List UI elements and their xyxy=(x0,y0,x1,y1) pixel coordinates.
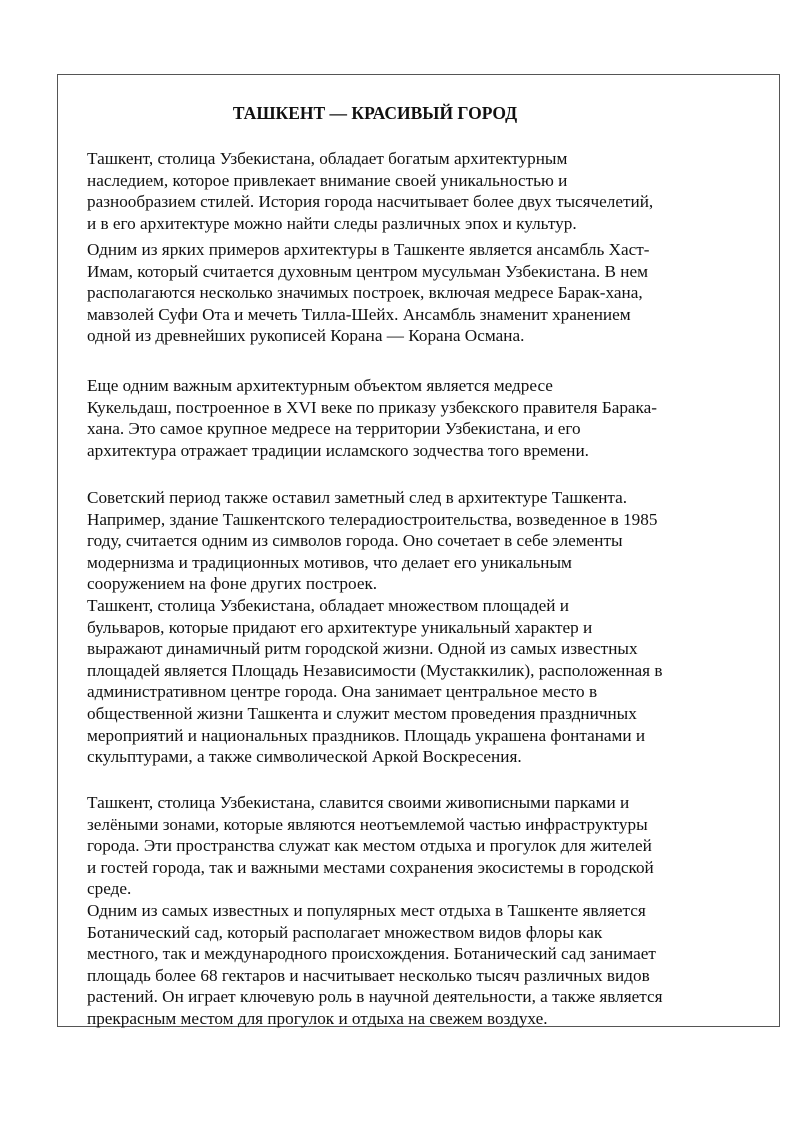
paragraph-kukeldash: Еще одним важным архитектурным объектом является медресе Кукельдаш, построенное в XVI веке по приказу узбекского правителя Барака- хана. Это самое крупное медресе на территории Узбекистана, и его архитектура отражает традиции исламского зодчества того времени. xyxy=(87,376,657,460)
paragraph-intro: Ташкент, столица Узбекистана, обладает богатым архитектурным наследием, которое привлекает внимание своей уникальностью и разнообразием стилей. История города насчитывает более двух тысячелетий, и в его архитектуре можно найти следы различных эпох и культур. xyxy=(87,149,654,233)
document-title: ТАШКЕНТ — КРАСИВЫЙ ГОРОД xyxy=(232,103,518,123)
paragraph-parks-and-botanical-garden: Ташкент, столица Узбекистана, славится своими живописными парками и зелёными зонами, которые являются неотъемлемой частью инфраструктуры города. Эти пространства служат как местом отдыха и прогулок для жителей и гостей города, так и важными местами сохранения экосистемы в городской среде. Одним из самых известных и популярных мест отдыха в Ташкенте является Ботанический сад, который располагает множеством видов флоры как местного, так и международного происхождения. Ботанический сад занимает площадь более 68 гектаров и насчитывает несколько тысяч различных видов растений. Он играет ключевую роль в научной деятельности, а также является прекрасным местом для прогулок и отдыха на свежем воздухе. xyxy=(87,793,663,1028)
paragraph-hast-imam: Одним из ярких примеров архитектуры в Ташкенте является ансамбль Хаст- Имам, который считается духовным центром мусульман Узбекистана. В нем располагаются несколько значимых построек, включая медресе Барак-хана, мавзолей Суфи Ота и мечеть Тилла-Шейх. Ансамбль знаменит хранением одной из древнейших рукописей Корана — Корана Османа. xyxy=(87,240,650,346)
paragraph-soviet-and-squares: Советский период также оставил заметный след в архитектуре Ташкента. Например, здание Ташкентского телерадиостроительства, возведенное в 1985 году, считается одним из символов города. Оно сочетает в себе элементы модернизма и традиционных мотивов, что делает его уникальным сооружением на фоне других построек. Ташкент, столица Узбекистана, обладает множеством площадей и бульваров, которые придают его архитектуре уникальный характер и выражают динамичный ритм городской жизни. Одной из самых известных площадей является Площадь Независимости (Мустаккилик), расположенная в административном центре города. Она занимает центральное место в общественной жизни Ташкента и служит местом проведения праздничных мероприятий и национальных праздников. Площадь украшена фонтанами и скульптурами, а также символической Аркой Воскресения. xyxy=(87,488,663,767)
